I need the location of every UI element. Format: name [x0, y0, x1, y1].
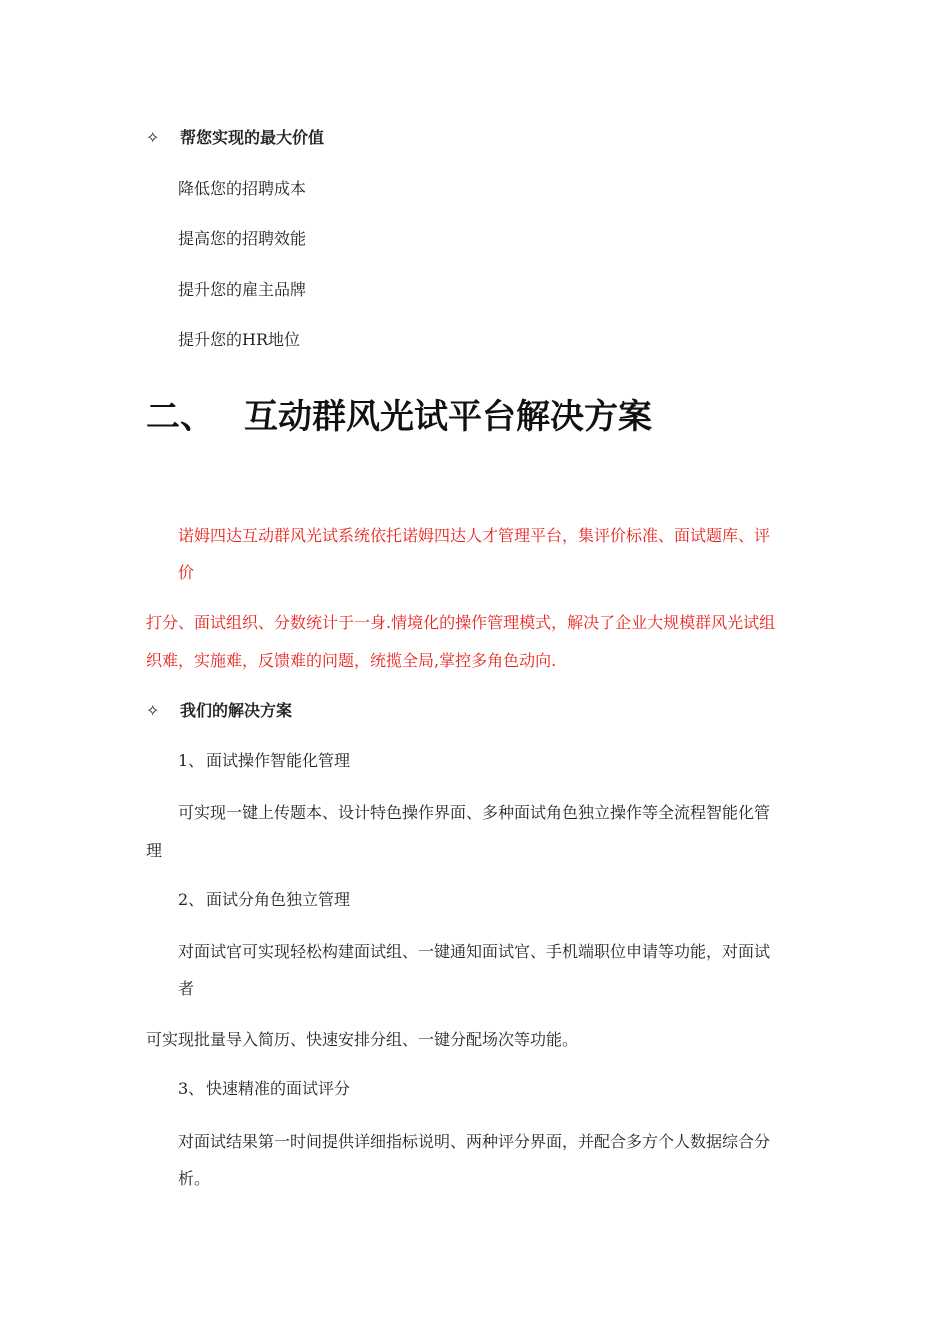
item-title: 面试操作智能化管理: [206, 751, 351, 770]
item-description-line: 可实现批量导入简历、快速安排分组、一键分配场次等功能。: [146, 1030, 579, 1049]
value-item: 提高您的招聘效能: [178, 229, 307, 248]
item-description-line: 对面试官可实现轻松构建面试组、一键通知面试官、手机端职位申请等功能，对面试: [178, 942, 771, 961]
intro-line: 价: [178, 563, 195, 582]
four-pointed-star-icon: ✧: [146, 701, 160, 720]
item-description-line: 对面试结果第一时间提供详细指标说明、两种评分界面，并配合多方个人数据综合分: [178, 1132, 771, 1151]
value-item: 提升您的HR地位: [178, 330, 301, 349]
four-pointed-star-icon: ✧: [146, 128, 160, 147]
item-number: 3、: [178, 1079, 205, 1098]
heading-title: 互动群风光试平台解决方案: [244, 397, 652, 437]
item-description-line: 者: [178, 979, 195, 998]
intro-line: 诺姆四达互动群风光试系统依托诺姆四达人才管理平台，集评价标准、面试题库、评: [178, 526, 771, 545]
item-description-line: 析。: [178, 1169, 211, 1188]
item-number: 1、: [178, 751, 205, 770]
item-title: 快速精准的面试评分: [206, 1079, 351, 1098]
value-section-title: 帮您实现的最大价值: [180, 128, 325, 147]
item-description-line: 可实现一键上传题本、设计特色操作界面、多种面试角色独立操作等全流程智能化管: [178, 803, 771, 822]
solution-section-title: 我们的解决方案: [180, 701, 293, 720]
intro-line: 打分、面试组织、分数统计于一身.情境化的操作管理模式，解决了企业大规模群风光试组: [146, 613, 776, 632]
item-description-line: 理: [146, 841, 163, 860]
intro-line: 织难，实施难，反馈难的问题，统揽全局,掌控多角色动向.: [146, 651, 557, 670]
heading-number: 二、: [146, 397, 214, 437]
item-number: 2、: [178, 890, 205, 909]
item-title: 面试分角色独立管理: [206, 890, 351, 909]
value-item: 提升您的雇主品牌: [178, 280, 307, 299]
value-item: 降低您的招聘成本: [178, 179, 307, 198]
